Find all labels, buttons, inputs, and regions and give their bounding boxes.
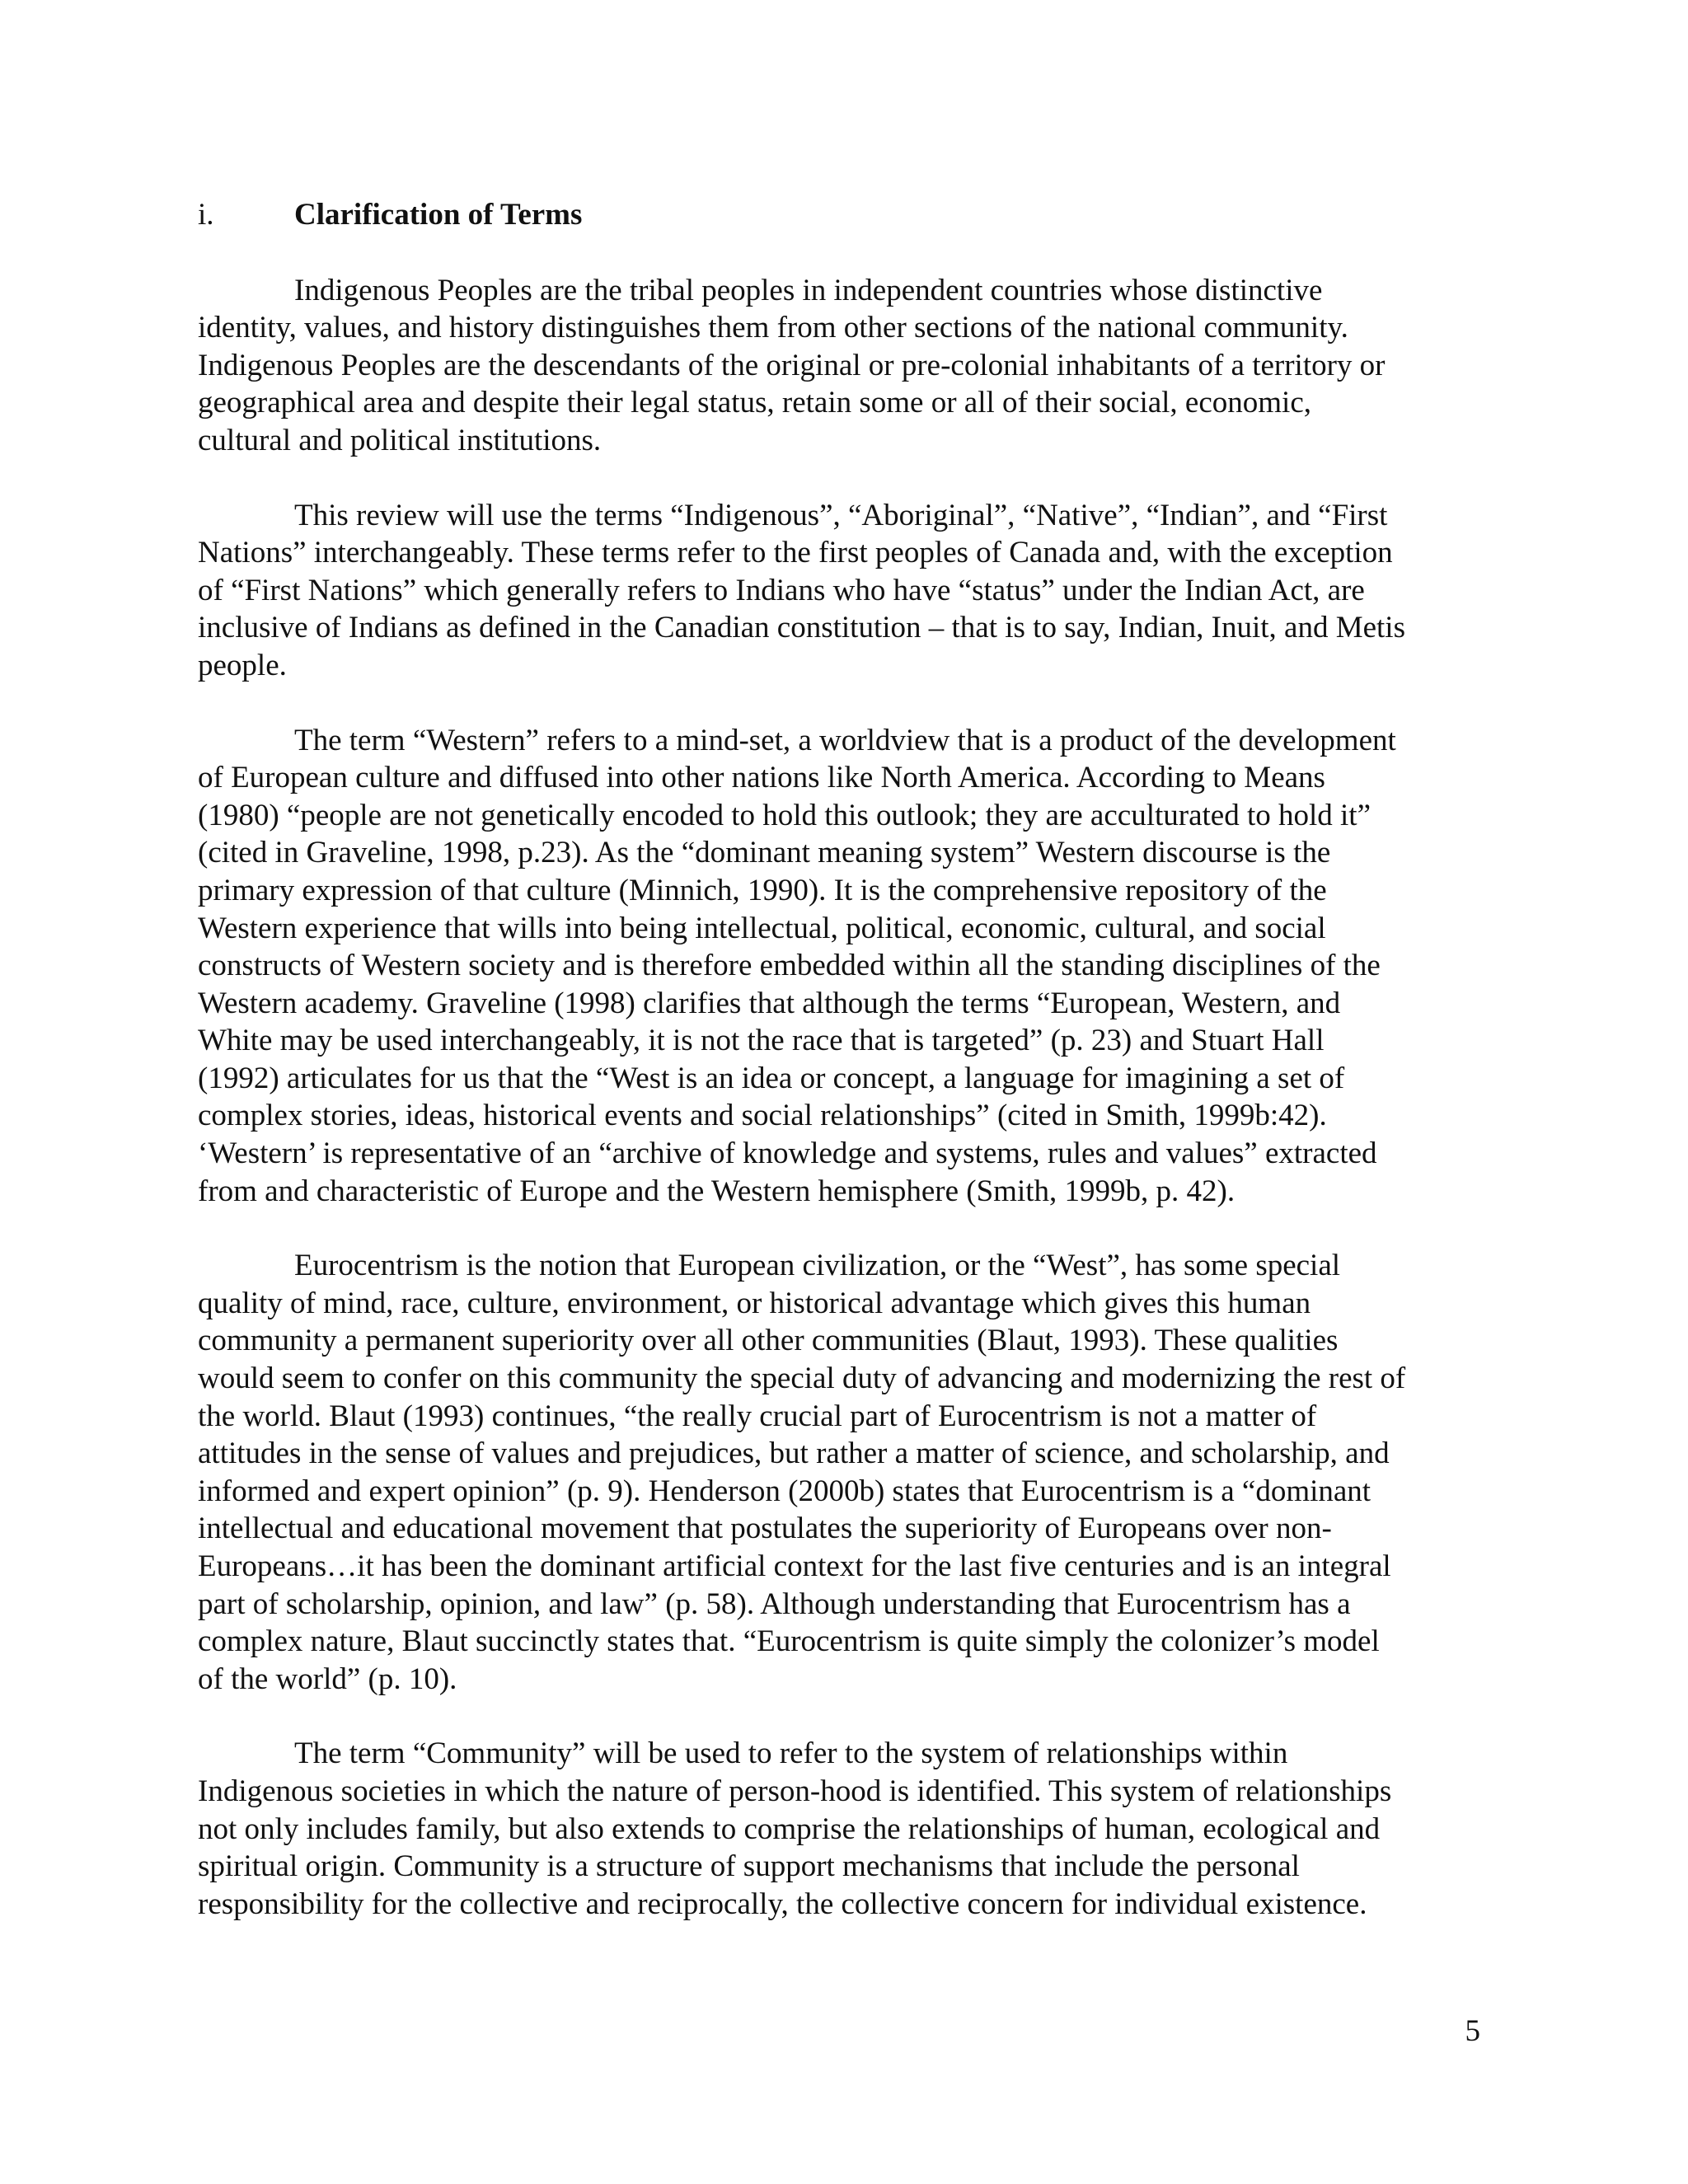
text-line: people. <box>198 648 287 682</box>
text-line: complex nature, Blaut succinctly states that. “Eurocentrism is quite simply the colonizer’s model <box>198 1624 1380 1659</box>
paragraph-western <box>198 722 1500 1211</box>
text-line: Western academy. Graveline (1998) clarifies that although the terms “European, Western, and <box>198 986 1341 1020</box>
text-line: constructs of Western society and is therefore embedded within all the standing disciplines of the <box>198 949 1381 983</box>
text-line: Eurocentrism is the notion that European civilization, or the “West”, has some special <box>294 1249 1341 1283</box>
text-line: of “First Nations” which generally refers to Indians who have “status” under the Indian Act, are <box>198 573 1365 607</box>
text-line: White may be used interchangeably, it is not the race that is targeted” (p. 23) and Stuart Hall <box>198 1024 1325 1058</box>
text-line: Indigenous Peoples are the descendants of the original or pre-colonial inhabitants of a territory or <box>198 348 1386 382</box>
text-line: Western experience that wills into being intellectual, political, economic, cultural, and social <box>198 911 1326 945</box>
text-line: spiritual origin. Community is a structure of support mechanisms that include the personal <box>198 1849 1300 1884</box>
text-line: primary expression of that culture (Minnich, 1990). It is the comprehensive repository of the <box>198 873 1327 907</box>
text-line: attitudes in the sense of values and prejudices, but rather a matter of science, and scholarship, and <box>198 1436 1390 1471</box>
text-line: (1992) articulates for us that the “West is an idea or concept, a language for imagining a set of <box>198 1061 1345 1095</box>
text-line: (1980) “people are not genetically encoded to hold this outlook; they are acculturated to hold it” <box>198 798 1372 832</box>
paragraph-indigenous-peoples <box>198 272 1500 460</box>
page-number: 5 <box>1465 2014 1480 2048</box>
text-line: ‘Western’ is representative of an “archive of knowledge and systems, rules and values” extracted <box>198 1137 1377 1171</box>
text-line: not only includes family, but also extends to comprise the relationships of human, ecological and <box>198 1811 1381 1846</box>
text-line: The term “Western” refers to a mind-set, a worldview that is a product of the development <box>294 723 1396 757</box>
text-line: Indigenous Peoples are the tribal peoples in independent countries whose distinctive <box>294 273 1323 307</box>
text-line: Europeans…it has been the dominant artificial context for the last five centuries and is an integral <box>198 1549 1391 1583</box>
section-number: i. <box>198 198 214 232</box>
text-line: complex stories, ideas, historical events and social relationships” (cited in Smith, 1999b:42). <box>198 1099 1327 1133</box>
text-line: informed and expert opinion” (p. 9). Henderson (2000b) states that Eurocentrism is a “dominant <box>198 1474 1372 1508</box>
text-line: quality of mind, race, culture, environment, or historical advantage which gives this human <box>198 1286 1311 1320</box>
paragraph-eurocentrism <box>198 1247 1500 1698</box>
text-line: would seem to confer on this community the special duty of advancing and modernizing the rest of <box>198 1361 1406 1396</box>
text-line: part of scholarship, opinion, and law” (p. 58). Although understanding that Eurocentrism has a <box>198 1586 1351 1621</box>
body-text <box>198 196 1500 1960</box>
text-line: community a permanent superiority over all other communities (Blaut, 1993). These qualities <box>198 1324 1339 1358</box>
text-line: cultural and political institutions. <box>198 423 602 457</box>
text-line: the world. Blaut (1993) continues, “the really crucial part of Eurocentrism is not a matter of <box>198 1399 1317 1433</box>
section-title: Clarification of Terms <box>294 198 583 232</box>
text-line: identity, values, and history distinguishes them from other sections of the national community. <box>198 311 1348 345</box>
section-heading <box>198 196 1500 234</box>
text-line: of European culture and diffused into other nations like North America. According to Means <box>198 761 1325 795</box>
text-line: from and characteristic of Europe and the Western hemisphere (Smith, 1999b, p. 42). <box>198 1174 1236 1208</box>
paragraph-terms-used <box>198 497 1500 685</box>
text-line: responsibility for the collective and reciprocally, the collective concern for individual existence. <box>198 1886 1367 1921</box>
text-line: intellectual and educational movement that postulates the superiority of Europeans over non- <box>198 1511 1332 1546</box>
text-line: geographical area and despite their legal status, retain some or all of their social, economic, <box>198 386 1312 420</box>
text-line: Nations” interchangeably. These terms refer to the first peoples of Canada and, with the exception <box>198 536 1393 570</box>
text-line: inclusive of Indians as defined in the Canadian constitution – that is to say, Indian, Inuit, and Metis <box>198 611 1405 645</box>
text-line: This review will use the terms “Indigenous”, “Aboriginal”, “Native”, “Indian”, and “First <box>294 498 1388 532</box>
text-line: The term “Community” will be used to refer to the system of relationships within <box>294 1736 1288 1771</box>
text-line: Indigenous societies in which the nature of person-hood is identified. This system of relationships <box>198 1774 1392 1808</box>
paragraph-community <box>198 1735 1500 1923</box>
text-line: (cited in Graveline, 1998, p.23). As the “dominant meaning system” Western discourse is the <box>198 836 1331 870</box>
text-line: of the world” (p. 10). <box>198 1661 457 1696</box>
